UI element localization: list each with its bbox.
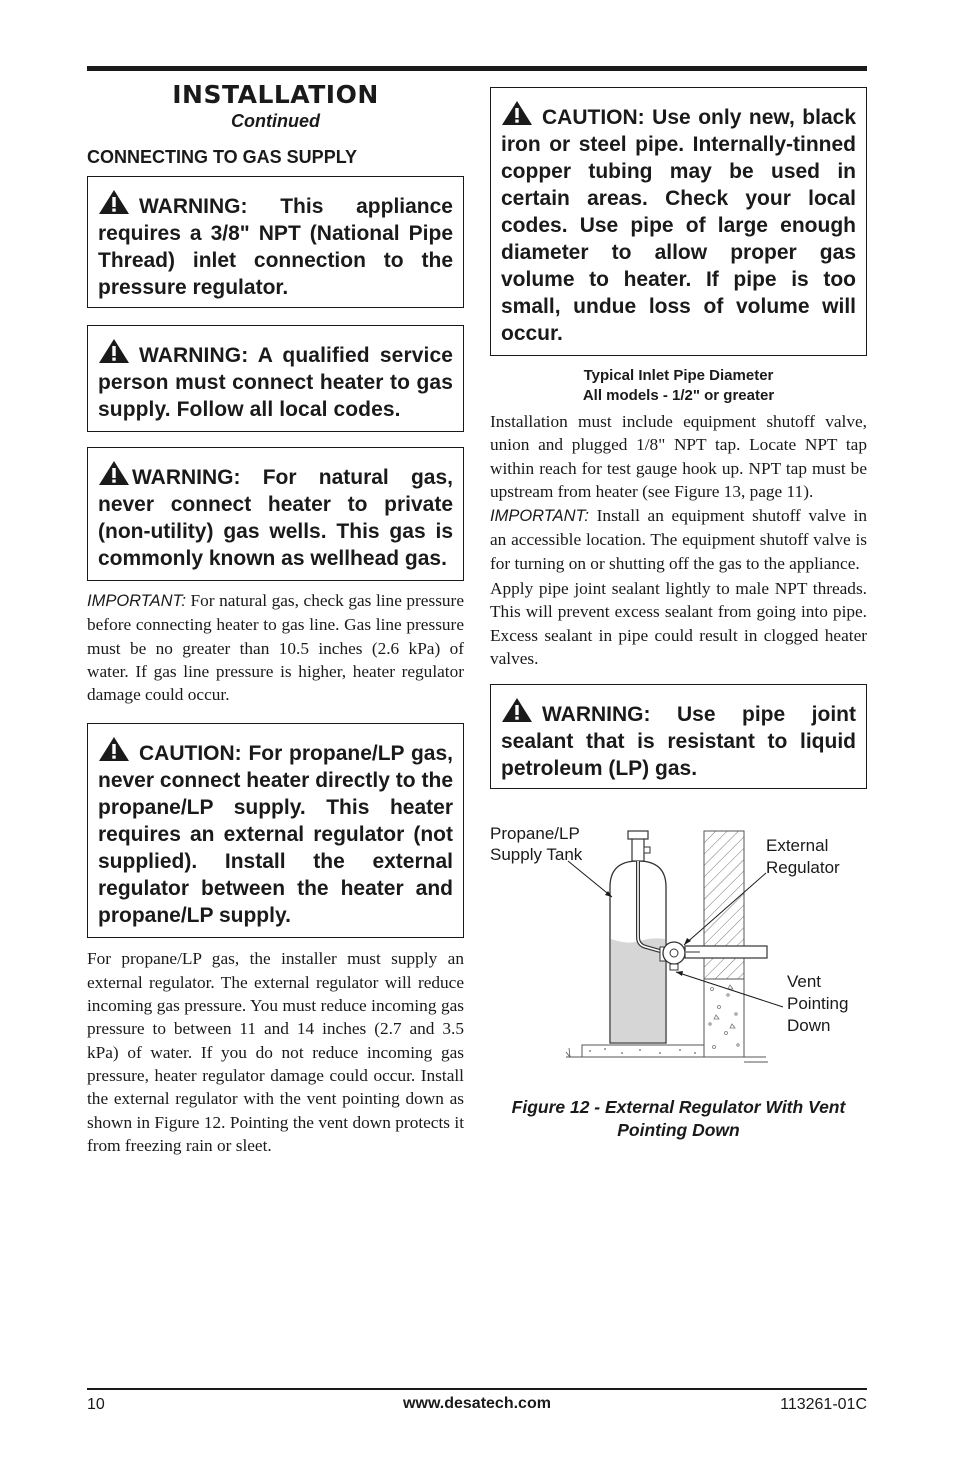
caution-box-pipe xyxy=(490,87,867,356)
sealant-paragraph: Apply pipe joint sealant lightly to male NPT threads. This will prevent excess sealant from going into pipe. Excess sealant in pipe could result in clogged heater valves. xyxy=(490,579,867,668)
warning-triangle-icon xyxy=(501,697,533,723)
important-natural-gas xyxy=(87,589,464,706)
warning-text: WARNING: A qualified service person must connect heater to gas supply. Follow all local codes. xyxy=(98,344,453,421)
warning-triangle-icon xyxy=(98,189,130,215)
label-supply-tank xyxy=(490,823,582,865)
warning-triangle-icon xyxy=(501,100,533,126)
right-column xyxy=(490,80,867,1142)
important-label: IMPORTANT: xyxy=(87,592,186,610)
top-rule xyxy=(87,66,867,71)
warning-box-wells xyxy=(87,447,464,581)
section-subtitle: Continued xyxy=(231,111,320,131)
warning-text: WARNING: This appliance requires a 3/8" NPT (National Pipe Thread) inlet connection to the pressure regulator. xyxy=(98,195,453,299)
warning-triangle-icon xyxy=(98,338,130,364)
important-text: For natural gas, check gas line pressure before connecting heater to gas line. Gas line pressure must be no greater than 10.5 inches (2.6 kPa) of water. If gas line pressure is higher, heater regulator damage could occur. xyxy=(87,591,464,705)
warning-box-npt xyxy=(87,176,464,308)
foundation xyxy=(704,979,744,1057)
figure-12 xyxy=(490,819,867,1084)
left-column xyxy=(87,80,464,1157)
figure-caption-line2: Pointing Down xyxy=(617,1120,740,1141)
page-number: 10 xyxy=(87,1396,105,1413)
external-regulator xyxy=(663,942,685,964)
website-url: www.desatech.com xyxy=(403,1395,551,1412)
caution-text: CAUTION: Use only new, black iron or steel pipe. Internally-tinned copper tubing may be used in certain areas. Check your local codes. Use pipe of large enough diameter to allow proper gas volume to heater. If pipe is too small, undue loss of volume will occur. xyxy=(501,106,856,345)
label-line: Down xyxy=(787,1016,831,1036)
caution-box-propane xyxy=(87,723,464,938)
subheading: CONNECTING TO GAS SUPPLY xyxy=(87,147,358,167)
important-shutoff xyxy=(490,504,867,575)
label-line: Pointing xyxy=(787,994,849,1014)
warning-box-qualified xyxy=(87,325,464,432)
warning-text: WARNING: For natural gas, never connect heater to private (non-utility) gas wells. This gas is commonly known as wellhead gas. xyxy=(98,466,453,570)
important-label: IMPORTANT: xyxy=(490,507,589,526)
regulator-vent xyxy=(670,964,678,970)
label-line: Propane/LP xyxy=(490,824,580,844)
section-title: INSTALLATION xyxy=(172,80,379,109)
pipe-caption-line1: Typical Inlet Pipe Diameter xyxy=(583,367,774,384)
label-line: Regulator xyxy=(766,858,840,878)
ground-slab xyxy=(582,1045,704,1057)
install-paragraph: Installation must include equipment shutoff valve, union and plugged 1/8" NPT tap. Locate NPT tap within reach for test gauge hook up. NPT tap must be upstream from heater (see Figure 13, page 11). xyxy=(490,412,867,501)
warning-triangle-icon xyxy=(98,460,130,486)
propane-paragraph: For propane/LP gas, the installer must supply an external regulator. The external regulator will reduce incoming gas pressure. You must reduce incoming gas pressure to between 11 and 14 inches (2.7 and 3.5 kPa) of water. If you do not reduce incoming gas pressure, heater regulator damage could occur. Install the external regulator with the vent pointing down as shown in Figure 12. Pointing the vent down protects it from freezing rain or sleet. xyxy=(87,949,464,1155)
pipe-caption-line2: All models - 1/2" or greater xyxy=(582,387,775,404)
document-number: 113261-01C xyxy=(780,1396,867,1413)
figure-caption-line1: Figure 12 - External Regulator With Vent xyxy=(511,1097,846,1118)
label-line: External xyxy=(766,836,829,856)
label-line: Vent xyxy=(787,972,822,992)
important-text: Install an equipment shutoff valve in an accessible location. The equipment shutoff valve is for turning on or shutting off the gas to the appliance. xyxy=(490,506,867,573)
label-vent-pointing-down xyxy=(787,971,848,1037)
warning-triangle-icon xyxy=(98,736,130,762)
caution-text: CAUTION: For propane/LP gas, never connect heater directly to the propane/LP supply. This heater requires an external regulator (not supplied). Install the external regulator between the heater and propane/LP supply. xyxy=(98,742,453,928)
label-line: Supply Tank xyxy=(490,845,583,865)
bottom-rule xyxy=(87,1388,867,1390)
warning-box-sealant xyxy=(490,684,867,789)
figure-caption xyxy=(490,1096,867,1142)
warning-text: WARNING: Use pipe joint sealant that is resistant to liquid petroleum (LP) gas. xyxy=(501,703,856,781)
label-external-regulator xyxy=(766,835,840,879)
tank-liquid xyxy=(611,939,665,1043)
